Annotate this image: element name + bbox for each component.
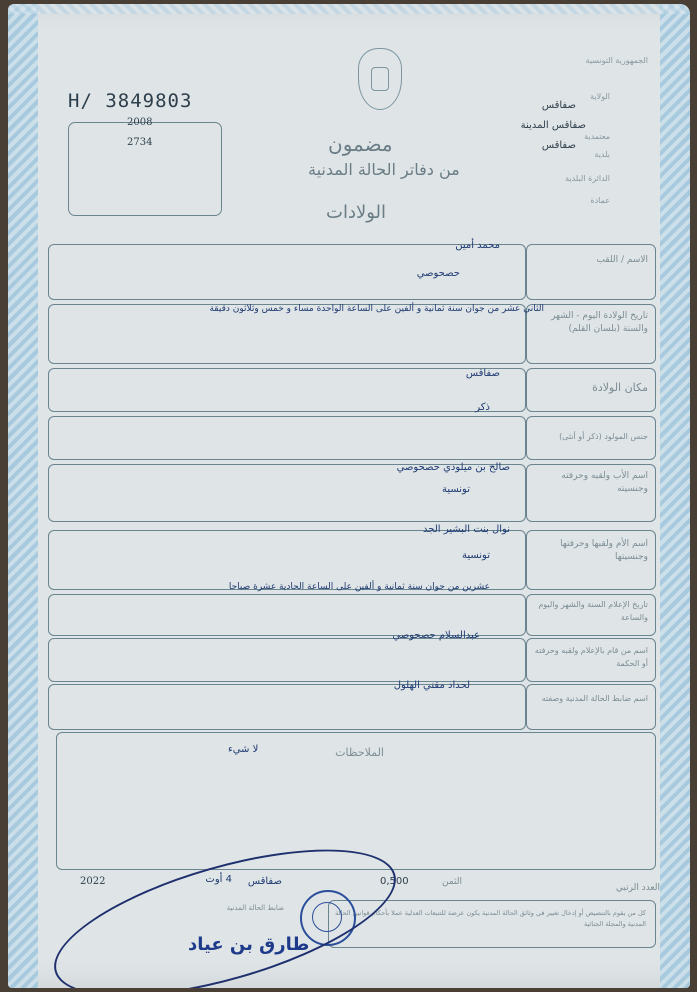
record-year: 2008 [127,117,153,128]
row-mother-name: نوال بنت البشير الجد [423,524,510,535]
header-label-imada: عمادة [590,196,610,205]
row-name-surname: حصحوصي [416,268,460,279]
row-father-nationality: تونسية [441,484,470,495]
footer-year: 2022 [80,876,106,887]
row-sex-label: جنس المولود (ذكر أو أنثى) [559,432,648,441]
decorative-border-left [8,4,38,988]
row-officer-label: اسم ضابط الحالة المدنية وصفته [541,694,648,703]
row-name-label-box [526,244,656,300]
header-value-municipality: صفاقس [541,140,576,151]
row-sex-text: ذكر [475,402,490,413]
header-label-delegation: معتمدية [584,132,610,141]
row-declarant-value-box [48,638,526,682]
section-title: الولادات [326,202,387,223]
row-declaration-date-label: تاريخ الإعلام السنة والشهر واليوم والساعة [538,600,648,622]
footer-number-label: العدد الرتبي [615,883,660,893]
row-birthdate-label: تاريخ الولادة اليوم - الشهر والسنة (بلسان القلم) [551,311,648,334]
birth-certificate [8,4,690,988]
row-officer-label-box [526,684,656,730]
document-title: مضمون [328,132,393,156]
header-value-governorate: صفاقس [541,100,576,111]
notes-label: الملاحظات [335,746,384,759]
footer-fee-label: الثمن [441,877,462,887]
header-label-governorate: الولاية [590,92,610,101]
row-birthdate-text: الثاني عشر من جوان سنة ثمانية و ألفين على الساعة الواحدة مساء و خمس وثلاثون دقيقة [209,304,544,314]
row-place-value-box [48,368,526,412]
row-mother-value-box [48,530,526,590]
header-label-municipality: بلدية [594,150,610,159]
row-officer-name: لحداد مقني الهلول [393,680,470,691]
decorative-border-right [660,4,690,988]
header-label-district: الدائرة البلدية [565,174,610,183]
notes-value: لا شيء [228,744,259,755]
footer-officer-title: ضابط الحالة المدنية [226,904,284,912]
row-father-name: صالح بن ميلودي حصحوصي [396,462,510,473]
row-declarant-label: اسم من قام بالإعلام ولقبه وحرفته أو الحكمة [534,646,648,668]
footer-fee-value: 0,500 [380,876,409,887]
footer-place: صفاقس [247,876,282,887]
row-mother-label: اسم الأم ولقبها وحرفتها وجنسيتها [560,539,648,562]
row-mother-nationality: تونسية [461,550,490,561]
row-place-text: صفاقس [465,368,500,379]
footer-date: 4 أوت [205,874,232,885]
row-father-label: اسم الأب ولقبه وحرفته وجنسيته [561,471,648,494]
document-subtitle: من دفاتر الحالة المدنية [308,160,460,179]
decorative-border-top [8,4,690,14]
registration-number: H/ 3849803 [68,90,193,112]
record-number-box [68,117,222,216]
header-value-delegation: صفاقس المدينة [520,120,586,131]
row-declarant-name: عبدالسلام حصحوصي [392,630,480,641]
record-number: 2734 [127,137,153,148]
row-name-label: الاسم / اللقب [596,255,648,265]
tunisia-emblem-icon [358,48,402,110]
signature: طارق بن عياد [188,934,310,955]
republic-heading: الجمهورية التونسية [585,56,648,65]
row-sex-value-box [48,416,526,460]
row-place-label: مكان الولادة [592,381,648,394]
row-name-firstname: محمد أمين [455,240,500,251]
disclaimer-text: كل من يقوم بالتنصيص أو إدخال تغيير في وثائق الحالة المدنية يكون عرضة للتتبعات العدلية عملا بأحكام قوانين الحالة المدنية والمجلة الجنائية [335,909,646,928]
row-declaration-date-text: عشرين من جوان سنة ثمانية و ألفين على الساعة الحادية عشرة صباحا [228,582,490,592]
